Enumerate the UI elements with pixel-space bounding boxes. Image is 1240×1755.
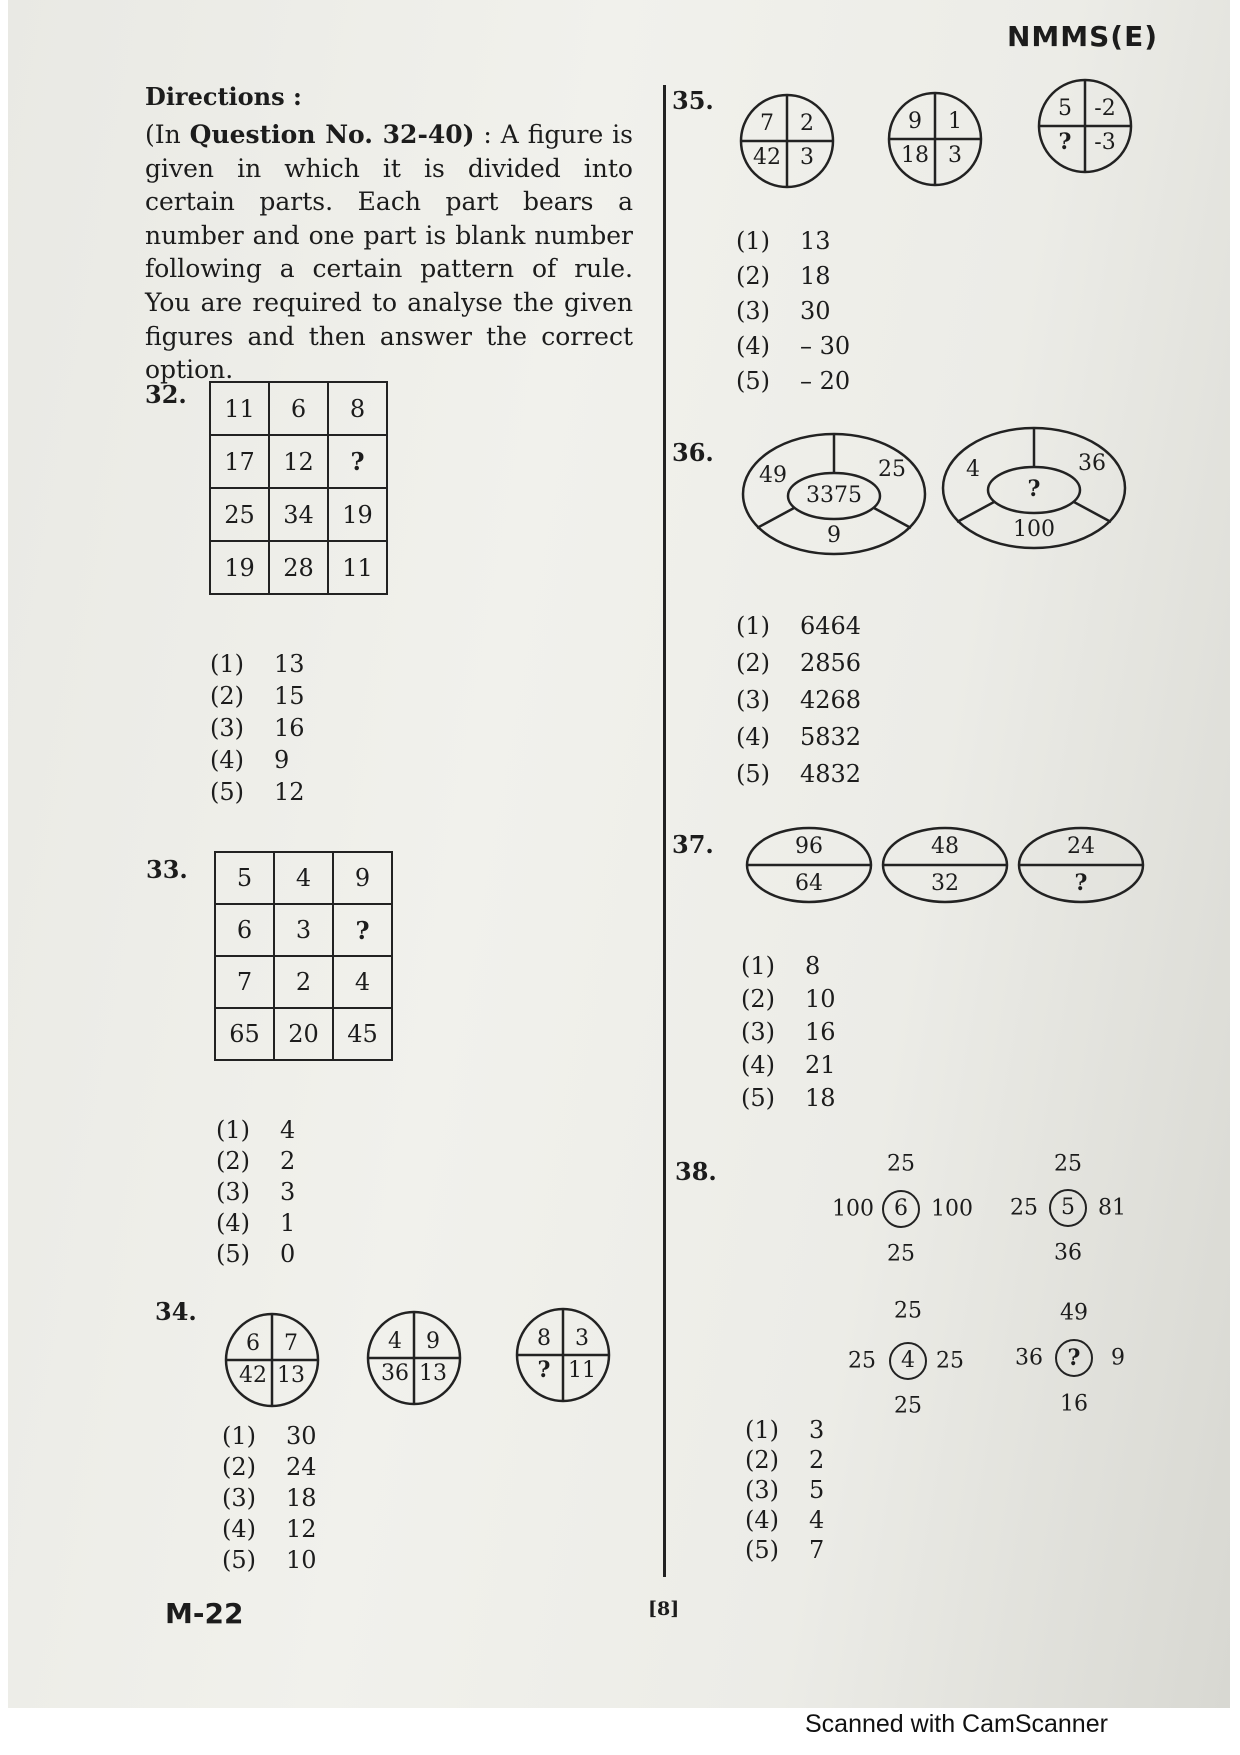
- question-36-options: [736, 608, 861, 793]
- option-value: 4268: [800, 686, 862, 714]
- option-item: [745, 1475, 824, 1505]
- grid-cell: 17: [210, 435, 269, 488]
- option-value: 10: [805, 985, 836, 1013]
- option-key: (1): [741, 952, 775, 980]
- option-value: 10: [286, 1546, 317, 1574]
- figure-number: 100: [931, 1196, 973, 1222]
- option-key: (4): [736, 723, 770, 751]
- option-value: – 30: [800, 332, 851, 360]
- grid-cell: 28: [269, 541, 328, 594]
- option-item: [222, 1514, 317, 1545]
- option-item: [741, 1016, 836, 1049]
- option-item: [216, 1115, 295, 1146]
- option-key: (1): [210, 650, 244, 678]
- option-value: 5: [809, 1476, 825, 1504]
- oval-divider: [1074, 502, 1111, 522]
- option-item: [745, 1505, 824, 1535]
- figure-number: 100: [1013, 517, 1055, 542]
- figure-number: 13: [419, 1361, 447, 1386]
- figure-number: 49: [759, 463, 787, 488]
- question-32-grid: [209, 381, 388, 595]
- grid-cell: 25: [210, 488, 269, 541]
- page-number: [8]: [648, 1598, 680, 1620]
- option-value: 2: [280, 1147, 296, 1175]
- option-key: (3): [745, 1476, 779, 1504]
- figure-number: 81: [1098, 1195, 1126, 1221]
- figure-number: 3: [575, 1326, 589, 1351]
- option-key: (2): [222, 1453, 256, 1481]
- option-key: (4): [745, 1506, 779, 1534]
- figure-number: 25: [887, 1151, 915, 1177]
- figure-number: 3375: [806, 483, 862, 508]
- grid-cell: 34: [269, 488, 328, 541]
- option-value: 7: [809, 1536, 825, 1564]
- option-item: [222, 1421, 317, 1452]
- figure-number: 36: [1054, 1240, 1082, 1266]
- option-key: (3): [736, 297, 770, 325]
- figure-number: 42: [239, 1363, 267, 1388]
- option-value: 12: [274, 778, 305, 806]
- grid-cell: 20: [274, 1008, 333, 1060]
- figure-number: 9: [827, 523, 841, 548]
- figure-number: 36: [381, 1361, 409, 1386]
- option-item: [736, 682, 861, 719]
- grid-cell: 45: [333, 1008, 392, 1060]
- option-value: 13: [274, 650, 305, 678]
- grid-cell: ?: [328, 435, 387, 488]
- option-key: (3): [736, 686, 770, 714]
- grid-cell: 5: [215, 852, 274, 904]
- grid-cell: 11: [210, 382, 269, 435]
- option-value: 21: [805, 1051, 836, 1079]
- option-key: (5): [741, 1084, 775, 1112]
- scanned-page: [8, 0, 1230, 1708]
- figure-number: 9: [908, 109, 922, 134]
- option-key: (4): [210, 746, 244, 774]
- figure-number: -2: [1094, 96, 1116, 121]
- option-key: (4): [741, 1051, 775, 1079]
- option-value: 30: [286, 1422, 317, 1450]
- grid-cell: 4: [274, 852, 333, 904]
- option-value: 9: [274, 746, 290, 774]
- center-circle: ?: [1055, 1339, 1093, 1377]
- option-item: [736, 719, 861, 756]
- figure-number: 5: [1058, 96, 1072, 121]
- figure-number: 25: [887, 1241, 915, 1267]
- figure-number: ?: [537, 1357, 551, 1383]
- option-value: 15: [274, 682, 305, 710]
- grid-row: [215, 904, 392, 956]
- option-value: 18: [286, 1484, 317, 1512]
- option-item: [210, 712, 305, 744]
- figure-number: 9: [426, 1329, 440, 1354]
- option-value: 13: [800, 227, 831, 255]
- grid-cell: 3: [274, 904, 333, 956]
- option-key: (5): [736, 367, 770, 395]
- option-key: (1): [736, 612, 770, 640]
- question-32-number: 32.: [145, 380, 187, 409]
- center-circle: 4: [889, 1342, 927, 1380]
- figure-number: 25: [1010, 1195, 1038, 1221]
- figure-number: 25: [936, 1348, 964, 1374]
- question-35-figure: [728, 70, 1148, 190]
- center-circle: 6: [882, 1190, 920, 1228]
- option-key: (3): [216, 1178, 250, 1206]
- option-key: (5): [210, 778, 244, 806]
- option-item: [745, 1445, 824, 1475]
- figure-number: 13: [277, 1363, 305, 1388]
- question-38-options: [745, 1415, 824, 1565]
- figure-number: 25: [1054, 1151, 1082, 1177]
- figure-number: 25: [848, 1348, 876, 1374]
- grid-cell: 19: [328, 488, 387, 541]
- option-value: 6464: [800, 612, 862, 640]
- option-key: (5): [745, 1536, 779, 1564]
- option-item: [741, 1082, 836, 1115]
- figure-number: 7: [760, 111, 774, 136]
- grid-row: [210, 488, 387, 541]
- scanner-watermark: Scanned with CamScanner: [805, 1710, 1108, 1738]
- option-key: (2): [741, 985, 775, 1013]
- figure-number: -3: [1094, 130, 1116, 155]
- option-key: (1): [222, 1422, 256, 1450]
- option-key: (1): [216, 1116, 250, 1144]
- option-key: (4): [216, 1209, 250, 1237]
- grid-row: [215, 852, 392, 904]
- figure-number: 48: [931, 834, 959, 859]
- option-item: [216, 1208, 295, 1239]
- grid-cell: ?: [333, 904, 392, 956]
- grid-cell: 4: [333, 956, 392, 1008]
- grid-cell: 65: [215, 1008, 274, 1060]
- option-value: 18: [800, 262, 831, 290]
- grid-row: [215, 956, 392, 1008]
- option-value: 3: [809, 1416, 825, 1444]
- figure-number: 36: [1078, 451, 1106, 476]
- option-value: 5832: [800, 723, 862, 751]
- grid-row: [210, 541, 387, 594]
- figure-number: 1: [948, 109, 962, 134]
- question-35-options: [736, 224, 850, 399]
- option-value: 16: [274, 714, 305, 742]
- figure-number: ?: [1058, 129, 1072, 155]
- option-key: (2): [210, 682, 244, 710]
- figure-number: 11: [568, 1358, 596, 1383]
- figure-number: 9: [1111, 1345, 1125, 1371]
- figure-number: 42: [753, 145, 781, 170]
- option-key: (2): [745, 1446, 779, 1474]
- option-value: 4: [280, 1116, 296, 1144]
- question-37-figure: [738, 825, 1158, 905]
- figure-number: ?: [1074, 870, 1088, 896]
- option-item: [741, 950, 836, 983]
- figure-number: 3: [800, 145, 814, 170]
- question-38-number: 38.: [675, 1157, 717, 1186]
- grid-cell: 7: [215, 956, 274, 1008]
- option-key: (5): [222, 1546, 256, 1574]
- figure-number: 6: [246, 1331, 260, 1356]
- oval-divider: [874, 508, 911, 528]
- figure-number: 32: [931, 871, 959, 896]
- option-item: [210, 648, 305, 680]
- option-value: 2: [809, 1446, 825, 1474]
- option-key: (3): [741, 1018, 775, 1046]
- figure-number: 96: [795, 834, 823, 859]
- question-36-number: 36.: [672, 438, 714, 467]
- grid-cell: 19: [210, 541, 269, 594]
- figure-number: 24: [1067, 834, 1095, 859]
- question-34-number: 34.: [155, 1297, 197, 1326]
- question-33-grid: [214, 851, 393, 1061]
- figure-number: 100: [832, 1196, 874, 1222]
- figure-number: 49: [1060, 1300, 1088, 1326]
- option-key: (5): [216, 1240, 250, 1268]
- question-35-number: 35.: [672, 86, 714, 115]
- question-33-number: 33.: [146, 855, 188, 884]
- option-item: [222, 1452, 317, 1483]
- option-value: 4: [809, 1506, 825, 1534]
- option-value: 30: [800, 297, 831, 325]
- figure-number: 25: [894, 1393, 922, 1419]
- option-value: 12: [286, 1515, 317, 1543]
- option-value: 16: [805, 1018, 836, 1046]
- footer-code: M-22: [165, 1597, 244, 1630]
- option-item: [222, 1545, 317, 1576]
- exam-code: NMMS(E): [1006, 20, 1158, 53]
- option-value: 2856: [800, 649, 862, 677]
- option-value: 0: [280, 1240, 296, 1268]
- option-value: 1: [280, 1209, 296, 1237]
- option-item: [745, 1535, 824, 1565]
- question-34-options: [222, 1421, 317, 1576]
- option-item: [736, 224, 850, 259]
- question-37-number: 37.: [672, 830, 714, 859]
- option-key: (5): [736, 760, 770, 788]
- question-36-figure: [733, 420, 1133, 570]
- grid-row: [215, 1008, 392, 1060]
- figure-number: 25: [894, 1298, 922, 1324]
- option-item: [736, 329, 850, 364]
- column-divider: [663, 85, 666, 1577]
- option-item: [210, 776, 305, 808]
- question-34-figure: [208, 1290, 628, 1410]
- option-key: (2): [736, 649, 770, 677]
- figure-number: 18: [901, 143, 929, 168]
- figure-number: 4: [966, 457, 980, 482]
- grid-row: [210, 382, 387, 435]
- figure-number: 25: [878, 457, 906, 482]
- option-item: [216, 1177, 295, 1208]
- figure-number: 64: [795, 871, 823, 896]
- option-item: [216, 1239, 295, 1270]
- option-value: 18: [805, 1084, 836, 1112]
- grid-cell: 9: [333, 852, 392, 904]
- option-item: [736, 645, 861, 682]
- figure-number: ?: [1027, 476, 1041, 502]
- center-circle: 5: [1049, 1189, 1087, 1227]
- grid-cell: 8: [328, 382, 387, 435]
- option-item: [736, 364, 850, 399]
- grid-cell: 2: [274, 956, 333, 1008]
- option-item: [736, 259, 850, 294]
- grid-cell: 6: [215, 904, 274, 956]
- option-item: [736, 294, 850, 329]
- option-value: 4832: [800, 760, 862, 788]
- option-item: [210, 744, 305, 776]
- option-item: [741, 1049, 836, 1082]
- grid-cell: 12: [269, 435, 328, 488]
- option-item: [210, 680, 305, 712]
- option-item: [741, 983, 836, 1016]
- option-item: [216, 1146, 295, 1177]
- option-key: (2): [736, 262, 770, 290]
- option-value: 3: [280, 1178, 296, 1206]
- option-key: (4): [736, 332, 770, 360]
- figure-number: 3: [948, 143, 962, 168]
- option-key: (4): [222, 1515, 256, 1543]
- option-key: (1): [745, 1416, 779, 1444]
- oval-divider: [957, 502, 994, 522]
- figure-number: 16: [1060, 1391, 1088, 1417]
- question-32-options: [210, 648, 305, 808]
- figure-number: 2: [800, 111, 814, 136]
- option-item: [736, 756, 861, 793]
- grid-row: [210, 435, 387, 488]
- figure-number: 4: [388, 1329, 402, 1354]
- directions-title: Directions :: [145, 82, 302, 111]
- grid-cell: 11: [328, 541, 387, 594]
- option-value: 8: [805, 952, 821, 980]
- figure-number: 36: [1015, 1345, 1043, 1371]
- option-value: – 20: [800, 367, 851, 395]
- figure-number: 8: [537, 1326, 551, 1351]
- question-37-options: [741, 950, 836, 1115]
- option-item: [736, 608, 861, 645]
- option-key: (3): [210, 714, 244, 742]
- figure-number: 7: [284, 1331, 298, 1356]
- option-item: [745, 1415, 824, 1445]
- oval-divider: [757, 508, 794, 528]
- grid-cell: 6: [269, 382, 328, 435]
- directions-text: (In Question No. 32-40) : A figure is given in which it is divided into certain parts. Each part bears a number and one part is blank number following a certain pattern of rule. You are required to analyse the given figures and then answer the correct option.: [145, 120, 633, 385]
- option-key: (2): [216, 1147, 250, 1175]
- option-value: 24: [286, 1453, 317, 1481]
- question-33-options: [216, 1115, 295, 1270]
- option-key: (1): [736, 227, 770, 255]
- option-key: (3): [222, 1484, 256, 1512]
- option-item: [222, 1483, 317, 1514]
